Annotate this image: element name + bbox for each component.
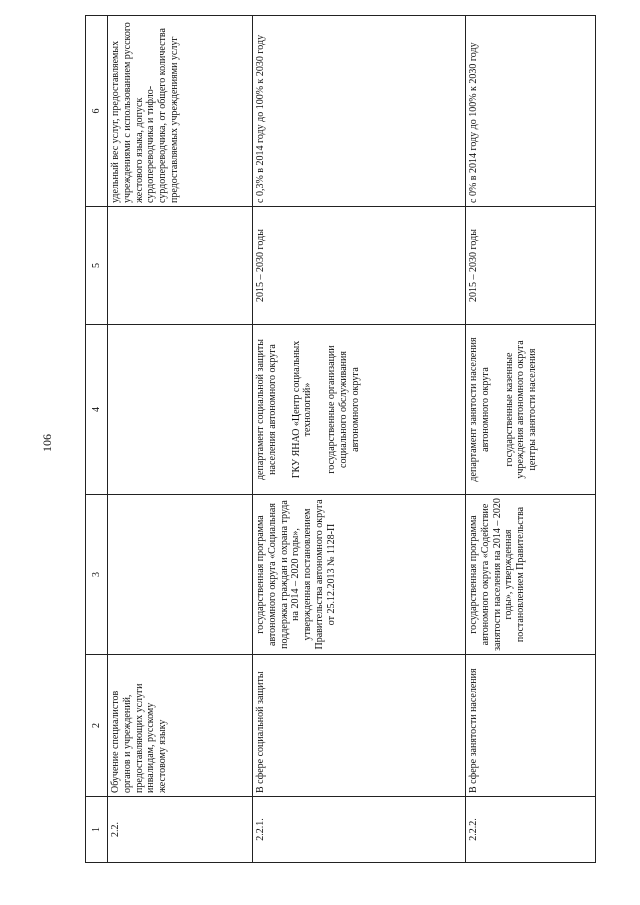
row-indicator: с 0,3% в 2014 году до 100% к 2030 году <box>253 16 466 207</box>
table-row <box>253 16 466 863</box>
header-col-3: 3 <box>86 495 108 655</box>
row-executor <box>466 325 596 495</box>
page-number: 106 <box>40 434 54 452</box>
header-col-2: 2 <box>86 655 108 797</box>
row-program: государственная программа автономного округа «Содействие занятости населения на 2014 – 2020 годы», утвержденная постановлением Правительства <box>466 495 596 655</box>
spacer <box>314 328 326 491</box>
row-period <box>108 207 253 325</box>
executor-organizations: государственные организации социального обслуживания автономного округа <box>326 345 361 474</box>
row-executor <box>108 325 253 495</box>
row-period: 2015 – 2030 годы <box>253 207 466 325</box>
header-col-4: 4 <box>86 325 108 495</box>
row-code: 2.2.1. <box>253 797 466 863</box>
executor-center: ГКУ ЯНАО «Центр социальных технологий» <box>290 340 314 479</box>
row-program: государственная программа автономного округа «Социальная поддержка граждан и охрана труда на 2014 – 2020 годы», утвержденная постановлением Правительства автономного округа от 25.12.2013 № 1128-П <box>253 495 466 655</box>
executor-centers: государственные казенные учреждения автономного округа центры занятости населения <box>503 340 539 479</box>
executor-department: департамент занятости населения автономного округа <box>468 337 491 482</box>
measures-table <box>85 15 596 863</box>
spacer <box>492 328 504 491</box>
row-executor <box>253 325 466 495</box>
header-col-1: 1 <box>86 797 108 863</box>
row-indicator: удельный вес услуг, предоставляемых учреждениями с использованием русского жестового языка, допуск сурдопереводчика и тифло-сурдопереводчика, от общего количества предоставляемых учреждениями услуг <box>108 16 253 207</box>
row-period: 2015 – 2030 годы <box>466 207 596 325</box>
row-code: 2.2. <box>108 797 253 863</box>
table-row <box>466 16 596 863</box>
header-col-5: 5 <box>86 207 108 325</box>
executor-department: департамент социальной защиты населения автономного округа <box>255 338 278 481</box>
header-col-6: 6 <box>86 16 108 207</box>
row-indicator: с 0% в 2014 году до 100% к 2030 году <box>466 16 596 207</box>
row-activity: Обучение специалистов органов и учреждений, предоставляющих услуги инвалидам, русскому жестовому языку <box>108 655 253 797</box>
row-code: 2.2.2. <box>466 797 596 863</box>
row-program <box>108 495 253 655</box>
row-activity: В сфере социальной защиты <box>253 655 466 797</box>
table-header-row <box>86 16 108 863</box>
table-row <box>108 16 253 863</box>
spacer <box>279 328 291 491</box>
row-activity: В сфере занятости населения <box>466 655 596 797</box>
